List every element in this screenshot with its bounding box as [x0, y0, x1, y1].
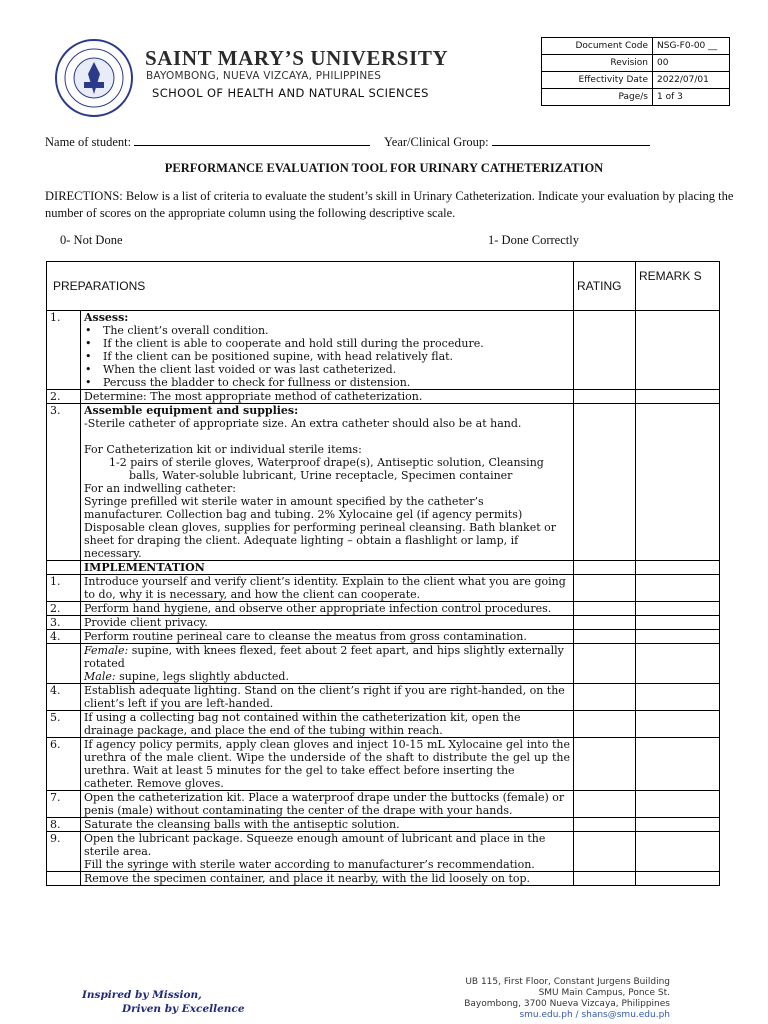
- table-row: [47, 872, 720, 886]
- criteria-cell: Open the catheterization kit. Place a waterproof drape under the buttocks (female) or penis (male) without contaminating the center of the drape with your hands.: [81, 791, 574, 818]
- rating-cell[interactable]: [574, 390, 636, 404]
- assemble-line: 1-2 pairs of sterile gloves, Waterproof drape(s), Antiseptic solution, Cleansing: [109, 456, 544, 469]
- criteria-cell: Determine: The most appropriate method of catheterization.: [81, 390, 574, 404]
- address-line-2: SMU Main Campus, Ponce St.: [538, 988, 670, 998]
- criteria-cell: If using a collecting bag not contained within the catheterization kit, open the drainage package, and place the end of the tubing within reach.: [81, 711, 574, 738]
- criteria-cell: [81, 738, 574, 791]
- list-item: • When the client last voided or was last catheterized.: [103, 363, 570, 376]
- directions-text: DIRECTIONS: Below is a list of criteria to evaluate the student’s skill in Urinary Catheterization. Indicate your evaluation by placing the number of scores on the appropriate column using the following descriptive scale.: [45, 189, 734, 220]
- criteria-cell: Perform hand hygiene, and observe other appropriate infection control procedures.: [81, 602, 574, 616]
- remarks-cell[interactable]: [636, 311, 720, 390]
- remarks-cell[interactable]: [636, 630, 720, 644]
- rating-cell[interactable]: [574, 711, 636, 738]
- assemble-line: necessary.: [84, 547, 142, 560]
- remarks-cell[interactable]: [636, 602, 720, 616]
- table-row: [47, 561, 720, 575]
- remarks-cell[interactable]: [636, 872, 720, 886]
- criteria-text: If agency policy permits, apply clean gloves and inject 10-15 mL Xylocaine gel into the urethra of the male client. Wipe the underside of the shaft to distribute the gel up the urethra. Wait at least 5 minutes for the gel to take effect before inserting the: [84, 738, 570, 777]
- assemble-line: balls, Water-soluble lubricant, Urine receptacle, Specimen container: [129, 469, 513, 482]
- remarks-cell[interactable]: [636, 738, 720, 791]
- rating-cell[interactable]: [574, 561, 636, 575]
- row-number: 1.: [47, 311, 81, 390]
- criteria-cell: [81, 404, 574, 561]
- row-number: 4.: [47, 630, 81, 644]
- col-rating-header: RATING: [574, 262, 636, 311]
- implementation-title: IMPLEMENTATION: [81, 561, 574, 575]
- row-number: 6.: [47, 738, 81, 791]
- table-row: [47, 644, 720, 684]
- rating-cell[interactable]: [574, 311, 636, 390]
- criteria-cell: Saturate the cleansing balls with the antiseptic solution.: [81, 818, 574, 832]
- row-number: [47, 872, 81, 886]
- female-text: supine, with knees flexed, feet about 2 feet apart, and hips slightly externally rotated: [84, 644, 564, 670]
- university-address: BAYOMBONG, NUEVA VIZCAYA, PHILIPPINES: [146, 70, 382, 82]
- col-remarks-header: REMARK S: [636, 262, 720, 311]
- table-row: [47, 791, 720, 818]
- row-number: 1.: [47, 575, 81, 602]
- table-row: [47, 311, 720, 390]
- university-name: SAINT MARY’S UNIVERSITY: [145, 46, 449, 70]
- criteria-cell: [81, 832, 574, 872]
- remarks-cell[interactable]: [636, 404, 720, 561]
- revision-value: 00: [653, 55, 730, 72]
- table-row: [47, 684, 720, 711]
- doc-code-value: NSG-F0-00 __: [653, 38, 730, 55]
- form-title: PERFORMANCE EVALUATION TOOL FOR URINARY CATHETERIZATION: [164, 161, 604, 175]
- student-info-line: [45, 135, 650, 150]
- table-row: [47, 390, 720, 404]
- scale-done-correctly: 1- Done Correctly: [488, 233, 579, 247]
- table-row: [47, 711, 720, 738]
- criteria-cell: Introduce yourself and verify client’s identity. Explain to the client what you are going to do, why it is necessary, and how the client can cooperate.: [81, 575, 574, 602]
- row-number: [47, 644, 81, 684]
- row-number: 8.: [47, 818, 81, 832]
- scale-not-done: 0- Not Done: [60, 233, 123, 247]
- list-item: • The client’s overall condition.: [103, 324, 570, 337]
- motto-line-1: Inspired by Mission,: [82, 989, 202, 1001]
- table-row: [47, 404, 720, 561]
- pages-value: 1 of 3: [653, 89, 730, 106]
- group-label: Year/Clinical Group:: [384, 135, 489, 149]
- table-row: [47, 818, 720, 832]
- row-number: 2.: [47, 390, 81, 404]
- assemble-line: -Sterile catheter of appropriate size. An extra catheter should also be at hand.: [84, 417, 522, 430]
- female-label: Female:: [84, 644, 129, 657]
- male-text: supine, legs slightly abducted.: [119, 670, 289, 683]
- remarks-cell[interactable]: [636, 390, 720, 404]
- criteria-text: Fill the syringe with sterile water according to manufacturer’s recommendation.: [84, 858, 535, 871]
- list-item: • If the client is able to cooperate and hold still during the procedure.: [103, 337, 570, 350]
- rating-cell[interactable]: [574, 738, 636, 791]
- table-row: [47, 832, 720, 872]
- remarks-cell[interactable]: [636, 616, 720, 630]
- doc-code-label: Document Code: [542, 38, 653, 55]
- row-number: 3.: [47, 404, 81, 561]
- row-number: 5.: [47, 711, 81, 738]
- criteria-cell: [81, 311, 574, 390]
- rating-cell[interactable]: [574, 602, 636, 616]
- list-item: • Percuss the bladder to check for fullness or distension.: [103, 376, 570, 389]
- remarks-cell[interactable]: [636, 818, 720, 832]
- motto-line-2: Driven by Excellence: [122, 1003, 245, 1015]
- row-number: 4.: [47, 684, 81, 711]
- criteria-text: catheter. Remove gloves.: [84, 777, 224, 790]
- list-item: • If the client can be positioned supine, with head relatively flat.: [103, 350, 570, 363]
- table-row: [47, 602, 720, 616]
- student-name-field[interactable]: [134, 135, 370, 146]
- group-field[interactable]: [492, 135, 650, 146]
- table-row: [47, 616, 720, 630]
- remarks-cell[interactable]: [636, 561, 720, 575]
- remarks-cell[interactable]: [636, 832, 720, 872]
- assemble-line: Syringe prefilled wit sterile water in amount specified by the catheter’s manufacturer. Collection bag and tubing. 2% Xylocaine gel (if agency permits) Disposable clean gloves, supplies for performing perineal cleansing. Bath blanket or sheet for draping the client. Adequate lighting – obtain a flashlight or lamp, if: [84, 495, 556, 547]
- rating-cell[interactable]: [574, 684, 636, 711]
- row-number: 3.: [47, 616, 81, 630]
- table-row: [47, 630, 720, 644]
- col-preparations-header: PREPARATIONS: [47, 262, 574, 311]
- criteria-text: Open the lubricant package. Squeeze enough amount of lubricant and place in the sterile area.: [84, 832, 546, 858]
- revision-label: Revision: [542, 55, 653, 72]
- criteria-cell: Remove the specimen container, and place it nearby, with the lid loosely on top.: [81, 872, 574, 886]
- evaluation-table: [46, 261, 720, 886]
- effectivity-label: Effectivity Date: [542, 72, 653, 89]
- remarks-cell[interactable]: [636, 711, 720, 738]
- remarks-cell[interactable]: [636, 791, 720, 818]
- male-label: Male:: [84, 670, 116, 683]
- remarks-cell[interactable]: [636, 684, 720, 711]
- rating-cell[interactable]: [574, 616, 636, 630]
- rating-cell[interactable]: [574, 791, 636, 818]
- criteria-cell: Establish adequate lighting. Stand on the client’s right if you are right-handed, on the client’s left if you are left-handed.: [81, 684, 574, 711]
- address-line-4[interactable]: smu.edu.ph / shans@smu.edu.ph: [519, 1010, 670, 1020]
- table-row: [47, 575, 720, 602]
- rating-cell[interactable]: [574, 404, 636, 561]
- assemble-line: For Catheterization kit or individual sterile items:: [84, 443, 362, 456]
- document-info-table: [541, 37, 730, 106]
- rating-cell[interactable]: [574, 872, 636, 886]
- assemble-title: Assemble equipment and supplies:: [84, 404, 299, 417]
- pages-label: Page/s: [542, 89, 653, 106]
- address-line-3: Bayombong, 3700 Nueva Vizcaya, Philippines: [464, 999, 670, 1009]
- criteria-cell: [81, 644, 574, 684]
- school-name: SCHOOL OF HEALTH AND NATURAL SCIENCES: [152, 86, 429, 100]
- university-seal-logo: [54, 38, 134, 118]
- criteria-cell: Perform routine perineal care to cleanse the meatus from gross contamination.: [81, 630, 574, 644]
- student-name-label: Name of student:: [45, 135, 132, 149]
- address-line-1: UB 115, First Floor, Constant Jurgens Building: [465, 977, 670, 987]
- assess-list: [84, 324, 570, 389]
- row-number: 9.: [47, 832, 81, 872]
- assess-title: Assess:: [84, 311, 129, 324]
- row-number: 7.: [47, 791, 81, 818]
- rating-cell[interactable]: [574, 832, 636, 872]
- row-number: 2.: [47, 602, 81, 616]
- row-number: [47, 561, 81, 575]
- criteria-cell: Provide client privacy.: [81, 616, 574, 630]
- rating-cell[interactable]: [574, 630, 636, 644]
- table-row: [47, 738, 720, 791]
- footer-address: [464, 977, 670, 1021]
- assemble-line: For an indwelling catheter:: [84, 482, 236, 495]
- footer-motto: [82, 988, 245, 1016]
- remarks-cell[interactable]: [636, 644, 720, 684]
- effectivity-value: 2022/07/01: [653, 72, 730, 89]
- rating-cell[interactable]: [574, 575, 636, 602]
- remarks-cell[interactable]: [636, 575, 720, 602]
- rating-cell[interactable]: [574, 644, 636, 684]
- rating-cell[interactable]: [574, 818, 636, 832]
